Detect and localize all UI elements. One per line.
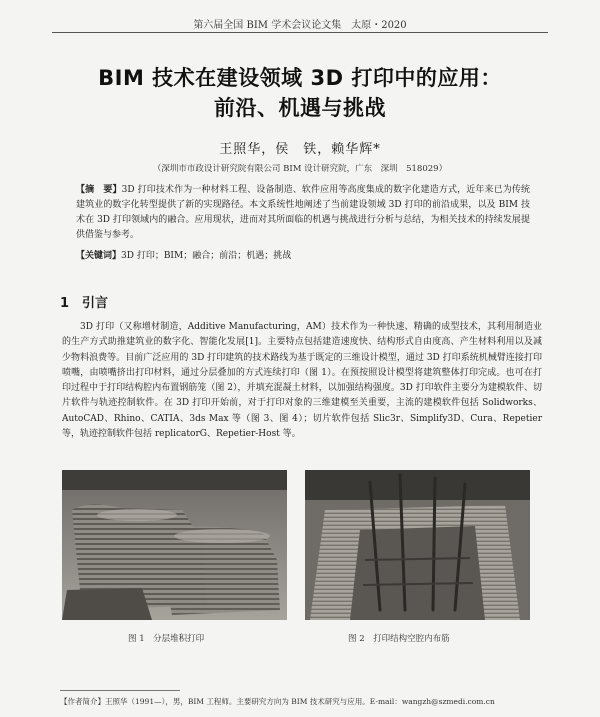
figure-2-caption: 图 2 打印结构空腔内布筋 [348,634,450,644]
figure-1-image [62,470,287,620]
keywords-block [76,248,530,261]
running-header: 第六届全国 BIM 学术会议论文集 太原・2020 [193,20,407,31]
abstract-text: 3D 打印技术作为一种材料工程、设备制造、软件应用等高度集成的数字化建造方式，近年来已为传统建筑业的数字化转型提供了新的实现路径。本文系统性地阐述了当前建设领域 3D 打印的前沿成果，以及 BIM 技术在 3D 打印领域内的融合。应用现状，进而对其所面临的机遇与挑战进行分析与总结，为相关技术的持续发展提供借鉴与参考。 [76,185,530,240]
keywords-text: 3D 打印；BIM；融合；前沿；机遇；挑战 [121,251,292,261]
paper-title-line-2: 前沿、机遇与挑战 [214,96,386,120]
author-footnote: 【作者简介】王照华（1991—），男，BIM 工程师。主要研究方向为 BIM 技术研究与应用。E-mail：wangzh@szmedi.com.cn [60,697,495,706]
author-list: 王照华，侯 铁，赖华辉* [219,142,381,157]
introduction-paragraph: 3D 打印（又称增材制造，Additive Manufacturing，AM）技术作为一种快速、精确的成型技术，其利用制造业的生产方式助推建筑业的数字化、智能化发展[1]。主要特点包括建造速度快、结构形式自由度高、产生材料利用以及减少物料浪费等。目前广泛应用的 3D 打印建筑的技术路线为基于既定的三维设计模型，通过 3D 打印系统机械臂连接打印喷嘴，由喷嘴挤出打印材料，通过分层叠加的方式连续打印（图 1）。在预按照设计模型将建筑整体打印完成。也可在打印过程中于打印结构腔内布置钢筋笼（图 2），并填充混凝土材料，以加强结构强度。3D 打印软件主要分为建模软件、切片软件与轨迹控制软件。在 3D 打印开始前，对于打印对象的三维建模至关重要，主流的建模软件包括 Solidworks、AutoCAD、Rhino、CATIA、3ds Max 等（图 3、图 4）；切片软件包括 Slic3r、Simplify3D、Cura、Repetier 等，轨迹控制软件包括 replicatorG、Repetier-Host 等。 [62,322,542,440]
section-heading-introduction: 1 引言 [60,296,109,311]
abstract-label: 【摘 要】 [76,185,122,195]
abstract-block [76,183,530,243]
footnote-rule [60,690,180,691]
paper-title-line-1: BIM 技术在建设领域 3D 打印中的应用： [98,66,502,90]
affiliation: （深圳市市政设计研究院有限公司 BIM 设计研究院，广东 深圳 518029） [152,164,448,174]
figure-2-image [305,470,530,620]
figure-1-caption: 图 1 分层堆积打印 [128,634,205,644]
header-rule [52,32,548,33]
keywords-label: 【关键词】 [76,251,122,261]
